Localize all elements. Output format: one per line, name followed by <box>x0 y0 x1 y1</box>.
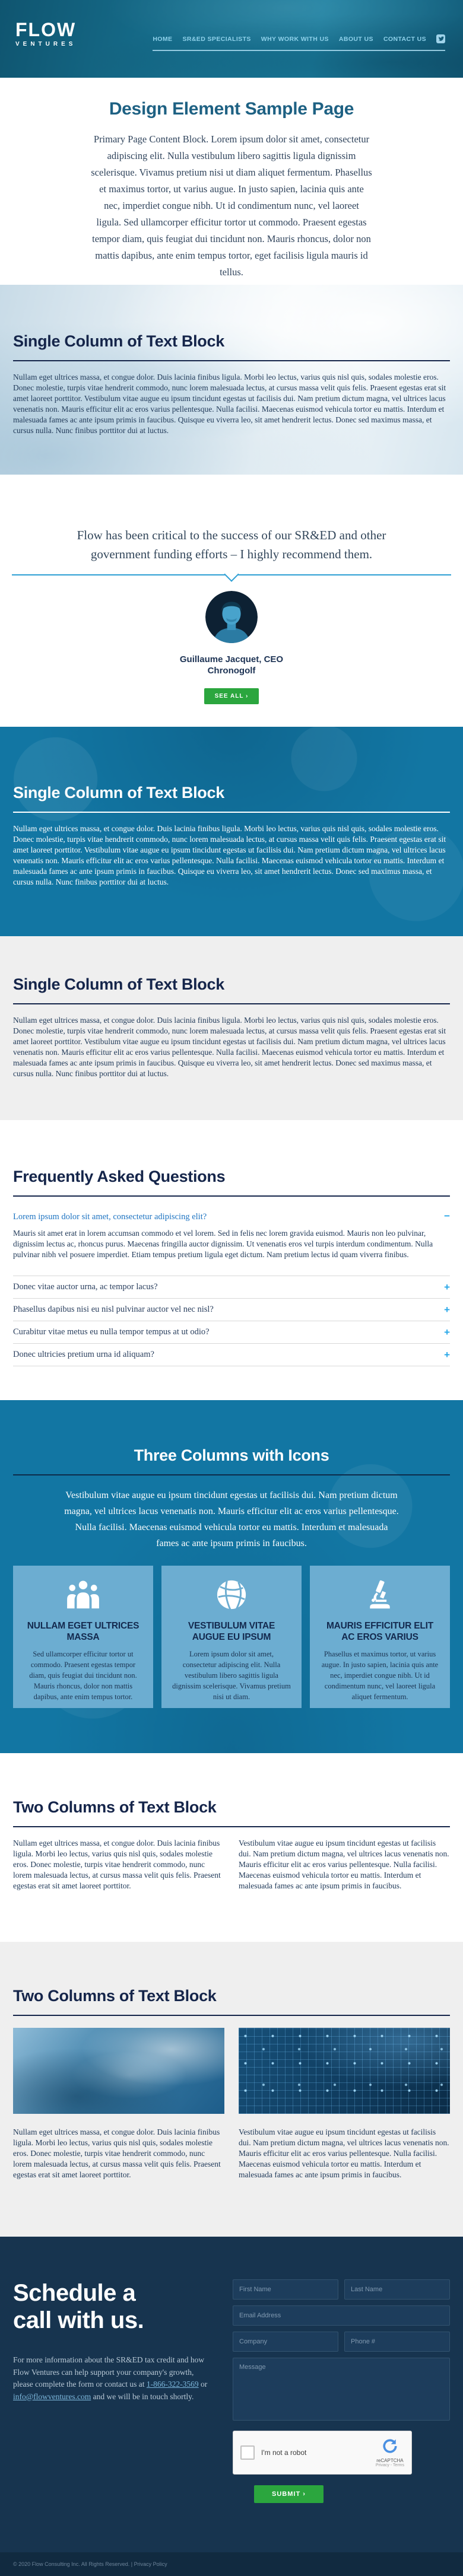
logo-text: FLOW <box>15 19 77 40</box>
faq-question: Curabitur vitae metus eu nulla tempor tempus at ut odio? <box>13 1327 210 1337</box>
faq-list <box>13 1276 450 1366</box>
expand-icon[interactable]: + <box>444 1303 450 1315</box>
nav-item-about-us[interactable]: ABOUT US <box>338 35 373 43</box>
testimonial-name: Guillaume Jacquet, CEO <box>179 654 284 664</box>
cta-text: and we will be in touch shortly. <box>91 2391 194 2401</box>
section-divider <box>13 812 450 813</box>
section-divider <box>13 1003 450 1004</box>
card-body: Sed ullamcorper efficitur tortor ut commodo. Praesent egestas tempor diam, quis feugiat dui tincidunt non. Mauris rhoncus, dolor non mattis dapibus, ante enim tempus tortor. <box>29 1650 137 1701</box>
message-field[interactable] <box>233 2358 450 2421</box>
faq-item[interactable] <box>13 1321 450 1343</box>
meeting-photo <box>13 2028 224 2114</box>
section-paragraph: Nullam eget ultrices massa, et congue dolor. Duis lacinia finibus ligula. Morbi leo lectus, varius quis nisl quis, sodales molestie eros. Donec molestie, turpis vitae hendrerit commodo, nunc lorem malesuada lectus, at cursus massa velit quis felis. Praesent egestas erat sit amet laoreet porttitor. Vestibulum vitae augue eu ipsum tincidunt egestas ut facilisis dui. Nam pretium dictum magna, vel ultrices lacus venenatis non. Mauris efficitur elit ac eros varius pellentesque. Nulla facilisi. Maecenas euismod vehicula tortor eu mattis. Interdum et malesuada fames ac ante ipsum primis in faucibus. Quisque eu viverra leo, sit amet hendrerit lectus. Donec sed maximus massa, et cursus nulla. Nunc finibus porttitor dui at luctus. <box>13 824 446 886</box>
expand-icon[interactable]: + <box>444 1349 450 1360</box>
phone-field[interactable] <box>344 2332 450 2352</box>
three-columns-intro: Vestibulum vitae augue eu ipsum tincidunt egestas ut facilisis dui. Nam pretium dictum magna, vel ultrices lacus venenatis non. Mauris efficitur elit ac eros varius pellentesque. Nulla facilisi. Maecenas euismod vehicula tortor eu mattis. Interdum et malesuada fames ac ante ipsum primis in faucibus. <box>64 1490 399 1548</box>
card-body: Lorem ipsum dolor sit amet, consectetur adipiscing elit. Nulla vestibulum libero sagittis ligula dignissim scelerisque. Vivamus pretium nisi ut diam. <box>172 1650 291 1701</box>
quote-divider <box>12 574 451 575</box>
company-field[interactable] <box>233 2332 338 2352</box>
email-link[interactable]: info@flowventures.com <box>13 2391 91 2401</box>
card-body: Phasellus et maximus tortor, ut varius augue. In justo sapien, lacinia quis ante nec, imperdiet congue nibh. Ut id condimentum nunc, vel laoreet ligula aliquet fermentum. <box>321 1650 439 1701</box>
circuit-board-photo <box>239 2028 450 2114</box>
logo-subtext: VENTURES <box>15 41 77 47</box>
cta-copy <box>13 2279 215 2503</box>
section-title: Single Column of Text Block <box>13 332 224 350</box>
testimonial-section <box>0 475 463 727</box>
cards-row <box>13 1566 450 1708</box>
nav-item-sred-specialists[interactable]: SR&ED SPECIALISTS <box>182 35 251 43</box>
single-column-section-blue <box>0 727 463 936</box>
nav-item-why-work-with-us[interactable]: WHY WORK WITH US <box>261 35 329 43</box>
faq-title: Frequently Asked Questions <box>13 1168 226 1185</box>
faq-item[interactable] <box>13 1276 450 1298</box>
recaptcha-label: I'm not a robot <box>261 2448 307 2457</box>
text-columns <box>13 2127 450 2180</box>
cta-text: or <box>198 2380 208 2389</box>
section-divider <box>13 1826 450 1827</box>
recaptcha-widget <box>233 2431 412 2475</box>
microscope-icon <box>321 1576 439 1613</box>
expand-icon[interactable]: + <box>444 1281 450 1293</box>
main-nav <box>153 34 445 51</box>
avatar <box>205 591 258 643</box>
cta-text: For more information about the SR&ED tax credit and how Flow Ventures can help support your company's growth, please complete the form or contact us at <box>13 2355 205 2389</box>
faq-answer: Mauris sit amet erat in lorem accumsan commodo et vel lorem. Sed in felis nec lorem gravida euismod. Mauris non leo pulvinar, dignissim lectus ac, rhoncus purus. Maecenas fringilla auctor dignissim. Ut venenatis eros vel turpis interdum condimentum. Nulla pulvinar nibh vel posuere imperdiet. Etiam tempus pretium ligula eget dictum. Nam pretium lectus id quam viverra finibus. <box>13 1229 433 1259</box>
speech-tail-icon <box>224 567 239 581</box>
three-columns-title: Three Columns with Icons <box>134 1446 329 1464</box>
recaptcha-links[interactable]: Privacy - Terms <box>375 2463 404 2467</box>
submit-button[interactable]: SUBMIT › <box>254 2485 324 2503</box>
phone-link[interactable]: 1-866-322-3569 <box>146 2380 199 2389</box>
see-all-button[interactable]: SEE ALL › <box>204 688 259 704</box>
nav-item-home[interactable]: HOME <box>153 35 173 43</box>
faq-question: Donec vitae auctor urna, ac tempor lacus? <box>13 1282 158 1292</box>
cta-title <box>13 2279 215 2334</box>
testimonial-quote: Flow has been critical to the success of our SR&ED and other government funding efforts – I highly recommend them. <box>77 528 386 561</box>
image-row <box>13 2028 450 2114</box>
section-divider <box>13 1474 450 1475</box>
section-divider <box>13 360 450 361</box>
page-title: Design Element Sample Page <box>109 99 354 119</box>
faq-question: Donec ultricies pretium urna id aliquam? <box>13 1350 154 1359</box>
email-field[interactable] <box>233 2305 450 2326</box>
intro-paragraph: Primary Page Content Block. Lorem ipsum dolor sit amet, consectetur adipiscing elit. Nulla vestibulum libero sagittis ligula dignissim scelerisque. Vivamus pretium nisi ut diam aliquet fermentum. Phasellus et maximus tortor, ut varius augue. In justo sapien, lacinia quis ante nec, imperdiet congue nibh. Ut id condimentum nunc, vel laoreet ligula. Sed ullamcorper efficitur tortor ut commodo. Praesent egestas tempor diam, quis feugiat dui tincidunt non. Mauris rhoncus, dolor non mattis dapibus, ante enim tempus tortor, eget facilisis ligula mauris id tellus. <box>91 133 372 278</box>
cta-title-line1: Schedule a <box>13 2280 136 2306</box>
single-column-section-gray <box>0 936 463 1120</box>
people-icon <box>24 1576 142 1613</box>
right-column-text: Vestibulum vitae augue eu ipsum tincidunt egestas ut facilisis dui. Nam pretium dictum magna, vel ultrices lacus venenatis non. Mauris efficitur elit ac eros varius pellentesque. Nulla facilisi. Maecenas euismod vehicula tortor eu mattis. Interdum et malesuada fames ac ante ipsum primis in faucibus. <box>239 2127 449 2179</box>
site-logo[interactable] <box>15 20 76 47</box>
faq-section <box>0 1120 463 1400</box>
card-research <box>310 1566 450 1708</box>
right-column-text: Vestibulum vitae augue eu ipsum tincidunt egestas ut facilisis dui. Nam pretium dictum magna, vel ultrices lacus venenatis non. Mauris efficitur elit ac eros varius pellentesque. Nulla facilisi. Maecenas euismod vehicula tortor eu mattis. Interdum et malesuada fames ac ante ipsum primis in faucibus. <box>239 1839 449 1890</box>
recaptcha-checkbox[interactable] <box>240 2445 255 2460</box>
card-title: MAURIS EFFICITUR ELIT AC EROS VARIUS <box>326 1621 434 1642</box>
schedule-call-section <box>0 2237 463 2552</box>
last-name-field[interactable] <box>344 2279 450 2300</box>
twitter-icon[interactable] <box>436 34 445 43</box>
cta-paragraph <box>13 2354 215 2403</box>
footer-bar <box>0 2552 463 2576</box>
section-divider <box>13 2015 450 2016</box>
two-columns-section <box>0 1753 463 1942</box>
faq-question: Lorem ipsum dolor sit amet, consectetur adipiscing elit? <box>13 1212 207 1222</box>
section-title: Two Columns of Text Block <box>13 1987 217 2005</box>
left-column-text: Nullam eget ultrices massa, et congue dolor. Duis lacinia finibus ligula. Morbi leo lectus, varius quis nisl quis, sodales molestie eros. Donec molestie, turpis vitae hendrerit commodo, nunc lorem malesuada lectus, at cursus massa velit quis felis. Praesent egestas erat sit amet laoreet porttitor. <box>13 2127 221 2179</box>
section-title: Two Columns of Text Block <box>13 1798 217 1816</box>
section-title: Single Column of Text Block <box>13 784 224 802</box>
card-title: VESTIBULUM VITAE AUGUE EU IPSUM <box>188 1621 275 1642</box>
text-columns <box>13 1838 450 1891</box>
faq-item[interactable] <box>13 1298 450 1321</box>
faq-item-expanded[interactable] <box>13 1212 450 1222</box>
faq-question: Phasellus dapibus nisi eu nisl pulvinar auctor vel nec nisl? <box>13 1305 214 1314</box>
section-paragraph: Nullam eget ultrices massa, et congue dolor. Duis lacinia finibus ligula. Morbi leo lectus, varius quis nisl quis, sodales molestie eros. Donec molestie, turpis vitae hendrerit commodo, nunc lorem malesuada lectus, at cursus massa velit quis felis. Praesent egestas erat sit amet laoreet porttitor. Vestibulum vitae augue eu ipsum tincidunt egestas ut facilisis dui. Nam pretium dictum magna, vel ultrices lacus venenatis non. Mauris efficitur elit ac eros varius pellentesque. Nulla facilisi. Maecenas euismod vehicula tortor eu mattis. Interdum et malesuada fames ac ante ipsum primis in faucibus. Quisque eu viverra leo, sit amet hendrerit lectus. Donec sed maximus massa, et cursus nulla. Nunc finibus porttitor dui at luctus. <box>13 373 446 435</box>
recaptcha-brand <box>376 2438 404 2467</box>
cta-title-line2: call with us. <box>13 2307 144 2333</box>
section-title: Single Column of Text Block <box>13 975 224 993</box>
two-columns-images-section <box>0 1942 463 2237</box>
card-title: NULLAM EGET ULTRICES MASSA <box>27 1621 139 1642</box>
recaptcha-name: reCAPTCHA <box>376 2457 404 2463</box>
faq-item[interactable] <box>13 1343 450 1366</box>
first-name-field[interactable] <box>233 2279 338 2300</box>
intro-section <box>0 78 463 285</box>
three-columns-section <box>0 1400 463 1753</box>
nav-item-contact-us[interactable]: CONTACT US <box>383 35 426 43</box>
contact-form <box>233 2279 450 2503</box>
expand-icon[interactable]: + <box>444 1326 450 1338</box>
card-team <box>13 1566 153 1708</box>
testimonial-company: Chronogolf <box>207 666 256 676</box>
section-paragraph: Nullam eget ultrices massa, et congue dolor. Duis lacinia finibus ligula. Morbi leo lectus, varius quis nisl quis, sodales molestie eros. Donec molestie, turpis vitae hendrerit commodo, nunc lorem malesuada lectus, at cursus massa velit quis felis. Praesent egestas erat sit amet laoreet porttitor. Vestibulum vitae augue eu ipsum tincidunt egestas ut facilisis dui. Nam pretium dictum magna, vel ultrices lacus venenatis non. Mauris efficitur elit ac eros varius pellentesque. Nulla facilisi. Maecenas euismod vehicula tortor eu mattis. Interdum et malesuada fames ac ante ipsum primis in faucibus. Quisque eu viverra leo, sit amet hendrerit lectus. Donec sed maximus massa, et cursus nulla. Nunc finibus porttitor dui at luctus. <box>13 1016 446 1078</box>
single-column-section-light <box>0 285 463 475</box>
section-divider <box>13 1195 450 1197</box>
card-global <box>161 1566 302 1708</box>
left-column-text: Nullam eget ultrices massa, et congue dolor. Duis lacinia finibus ligula. Morbi leo lectus, varius quis nisl quis, sodales molestie eros. Donec molestie, turpis vitae hendrerit commodo, nunc lorem malesuada lectus, at cursus massa velit quis felis. Praesent egestas erat sit amet laoreet porttitor. <box>13 1839 221 1890</box>
site-header <box>0 0 463 78</box>
collapse-icon[interactable]: − <box>444 1210 450 1222</box>
recaptcha-icon <box>382 2438 398 2454</box>
copyright-text: © 2020 Flow Consulting Inc. All Rights Reserved. | Privacy Policy <box>13 2561 167 2567</box>
globe-icon <box>172 1576 291 1613</box>
